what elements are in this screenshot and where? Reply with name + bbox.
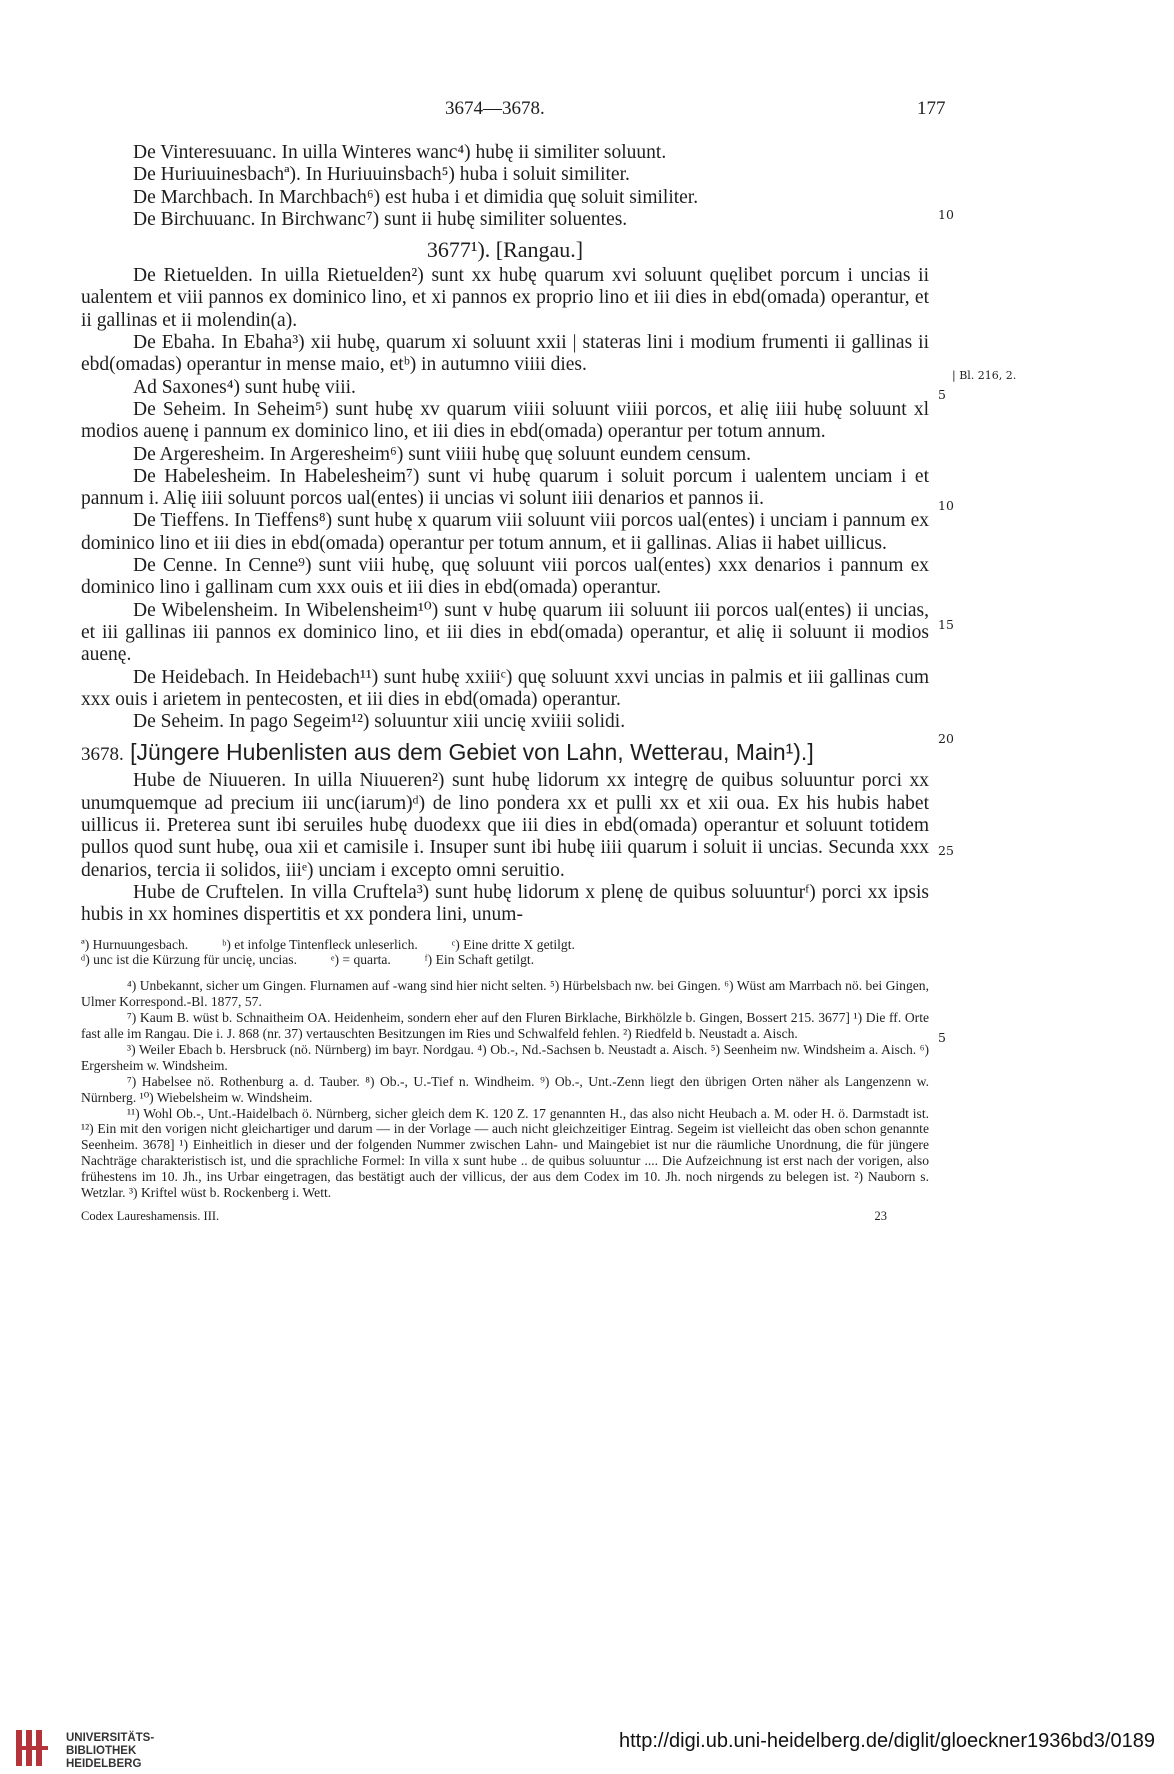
entry-paragraph: De Marchbach. In Marchbach⁶) est huba i et dimidia quę soluit similiter. [133,186,699,208]
entry-paragraph: De Seheim. In Seheim⁵) sunt hubę xv quarum viiii soluunt viiii porcos, et alię iiii hubę soluunt xl modios auenę i pannum ex dominico lino, et iii dies in ebd(omada) operantur per totum annum. [81,398,929,443]
entry-paragraph: De Argeresheim. In Argeresheim⁶) sunt viiii hubę quę soluunt eundem censum. [133,443,752,465]
footnote: ⁷) Kaum B. wüst b. Schnaitheim OA. Heidenheim, sondern eher auf den Fluren Birklache, Birkhölzle b. Gingen, Bossert 215. 3677] ¹) Die ff. Orte fast alle im Rangau. Die i. J. 868 (nr. 37) vertauschten Besitzungen im Ries und Schwalfeld fehlen. ²) Riedfeld b. Neustadt a. Aisch. [81,1010,929,1042]
margin-line-number: 10 [938,498,954,513]
footnotes [81,978,929,1201]
entry-paragraph: De Ebaha. In Ebaha³) xii hubę, quarum xi soluunt xxii | stateras lini i modium frumenti ii gallinas ii ebd(omadas) operantur in mense maio, etᵇ) in autumno viiii dies. [81,332,929,376]
university-library-logo-icon [14,1728,50,1768]
entry-paragraph: De Cenne. In Cenne⁹) sunt viii hubę, quę soluunt viii porcos ual(entes) xxx denarios i pannum ex dominico lino i gallinam cum xxx ouis et iii dies in ebd(omada) operantur. [81,555,929,599]
footnote: ⁷) Habelsee nö. Rothenburg a. d. Tauber. ⁸) Ob.-, U.-Tief n. Windheim. ⁹) Ob.-, Unt.-Zenn liegt den übrigen Orten näher als Langenzenn w. Nürnberg. ¹⁰) Wiebelsheim w. Windsheim. [81,1073,929,1105]
margin-line-number: 5 [938,1030,946,1045]
footnote: ¹¹) Wohl Ob.-, Unt.-Haidelbach ö. Nürnberg, sicher gleich dem K. 120 Z. 17 genannten H., das also nicht Heubach a. M. oder H. ö. Darmstadt ist. ¹²) Ein mit den vorigen nicht gleichartiger und darum — in der Vorlage — auch nicht gleichzeitiger Eintrag. Segeim ist vielleicht das oben schon genannte Seenheim. 3678] ¹) Einheitlich in dieser und der folgenden Nummer zwischen Lahn- und Maingebiet ist nur die räumliche Unordnung, die für jüngere Nachträge charakteristisch ist, und die sprachliche Formel: In villa x sunt hube .. de quibus soluuntur .... Die Aufzeichnung ist erst nach der vorigen, also frühestens im 10. Jh., ins Urbar eingetragen, das bestätigt auch der villicus, der aus dem Codex im 10. Jh. noch nirgends zu belegen ist. ²) Nauborn s. Wetzlar. ³) Kriftel wüst b. Rockenberg i. Wett. [81,1105,929,1201]
section-number: 3678. [81,744,124,766]
section-title: [Jüngere Hubenlisten aus dem Gebiet von Lahn, Wetterau, Main¹).] [130,739,814,766]
margin-line-number: 5 [938,387,946,402]
signature-right: 23 [874,1209,887,1223]
entry-paragraph: Ad Saxones⁴) sunt hubę viii. [133,376,356,398]
main-text [81,142,929,1224]
library-name [66,1732,154,1771]
entry-paragraph: De Tieffens. In Tieffens⁸) sunt hubę x quarum viii soluunt viii porcos ual(entes) i unciam i pannum ex dominico lino et iii dies in ebd(omada) operantur per totum annum, et ii gallinas. Alias ii habet uillicus. [81,510,929,554]
entry-paragraph: De Habelesheim. In Habelesheim⁷) sunt vi hubę quarum i soluit porcum i ualentem unciam i et pannum i. Alię iiii soluunt porcos ual(entes) ii uncias vi solunt iiii denarios et pannos ii. [81,465,929,510]
source-url-link[interactable]: http://digi.ub.uni-heidelberg.de/diglit/gloeckner1936bd3/0189 [619,1730,1155,1752]
margin-folio-reference: | Bl. 216, 2. [952,369,1017,382]
entry-paragraph: Hube de Cruftelen. In villa Cruftela³) sunt hubę lidorum x plenę de quibus soluunturᶠ) porci xx ipsis hubis in xx homines dispertitis et xx pondera lini, unum- [81,881,929,926]
entry-paragraph: Hube de Niuueren. In uilla Niuueren²) sunt hubę lidorum xx integrę de quibus soluuntur porci xx unumquemque ad precium iii unc(iarum)ᵈ) de lino pondera xx et pulli xx et xii oua. Ex his hubis habet uillicus ii. Preterea sunt ibi seruiles hubę duodexx que iii dies in ebd(omada) operantur et soluunt totidem pullos quod sunt hubę, oua xii et camisile i. Insuper sunt ibi hubę iiii quarum i soluit ii uncias. Secunda xxx denarios, tercia ii solidos, iiiᵉ) unciam i excepto omni seruitio. [81,770,929,881]
entry-paragraph: De Birchuuanc. In Birchwanc⁷) sunt ii hubę similiter soluentes. [133,208,628,230]
signature-left: Codex Laureshamensis. III. [81,1209,220,1223]
textual-note: ᵈ) unc ist die Kürzung für uncię, uncias. ᵉ) = quarta. ᶠ) Ein Schaft getilgt. [81,952,535,968]
entry-paragraph: De Vinteresuuanc. In uilla Winteres wanc⁴) hubę ii similiter soluunt. [133,142,667,163]
margin-line-number: 15 [938,617,954,632]
footnote: ³) Weiler Ebach b. Hersbruck (nö. Nürnberg) im bayr. Nordgau. ⁴) Ob.-, Nd.-Sachsen b. Neustadt a. Aisch. ⁵) Seenheim nw. Windsheim a. Aisch. ⁶) Ergersheim w. Windsheim. [81,1041,929,1073]
margin-line-number: 20 [938,731,954,746]
page-header [0,98,1174,122]
library-name-line: HEIDELBERG [66,1758,142,1770]
entry-paragraph: De Huriuuinesbachª). In Huriuuinsbach⁵) huba i soluit similiter. [133,164,630,186]
section-heading-3677: 3677¹). [Rangau.] [426,237,584,263]
page-number: 177 [917,98,946,119]
footer [0,1694,1174,1774]
entry-paragraph: De Wibelensheim. In Wibelensheim¹⁰) sunt v hubę quarum iii soluunt iii porcos ual(entes) ii uncias, et iii gallinas iii pannos ex dominico lino, et iii dies in ebd(omada) operantur, et alię ii soluunt ii modios auenę. [81,599,929,666]
margin-line-number: 25 [938,843,954,858]
footnote: ⁴) Unbekannt, sicher um Gingen. Flurnamen auf -wang sind hier nicht selten. ⁵) Hürbelsbach nw. bei Gingen. ⁶) Wüst am Marrbach nö. bei Gingen, Ulmer Korrespond.-Bl. 1877, 57. [81,978,929,1010]
entry-paragraph: De Heidebach. In Heidebach¹¹) sunt hubę xxiiiᶜ) quę soluunt xxvi uncias in palmis et iii gallinas cum xxx ouis i arietem in pentecosten, et iii dies in ebd(omada) operantur. [81,666,929,710]
page-range: 3674—3678. [445,98,545,119]
margin-line-number: 10 [938,207,954,222]
textual-note: ª) Hurnuungesbach. ᵇ) et infolge Tintenfleck unleserlich. ᶜ) Eine dritte X getilgt. [81,936,575,952]
section-heading-3678 [81,739,929,768]
entry-paragraph: De Seheim. In pago Segeim¹²) soluuntur xiii uncię xviiii solidi. [133,711,626,733]
entry-paragraph: De Rietuelden. In uilla Rietuelden²) sunt xx hubę quarum xvi soluunt quęlibet porcum i uncias ii ualentem et viii pannos ex dominico lino, et xi pannos ex proprio lino et iii dies in ebd(omada) operantur, et ii gallinas et ii molendin(a). [81,265,929,331]
signature-line [81,1209,929,1224]
library-name-line: UNIVERSITÄTS- [66,1732,155,1744]
library-name-line: BIBLIOTHEK [66,1745,137,1757]
